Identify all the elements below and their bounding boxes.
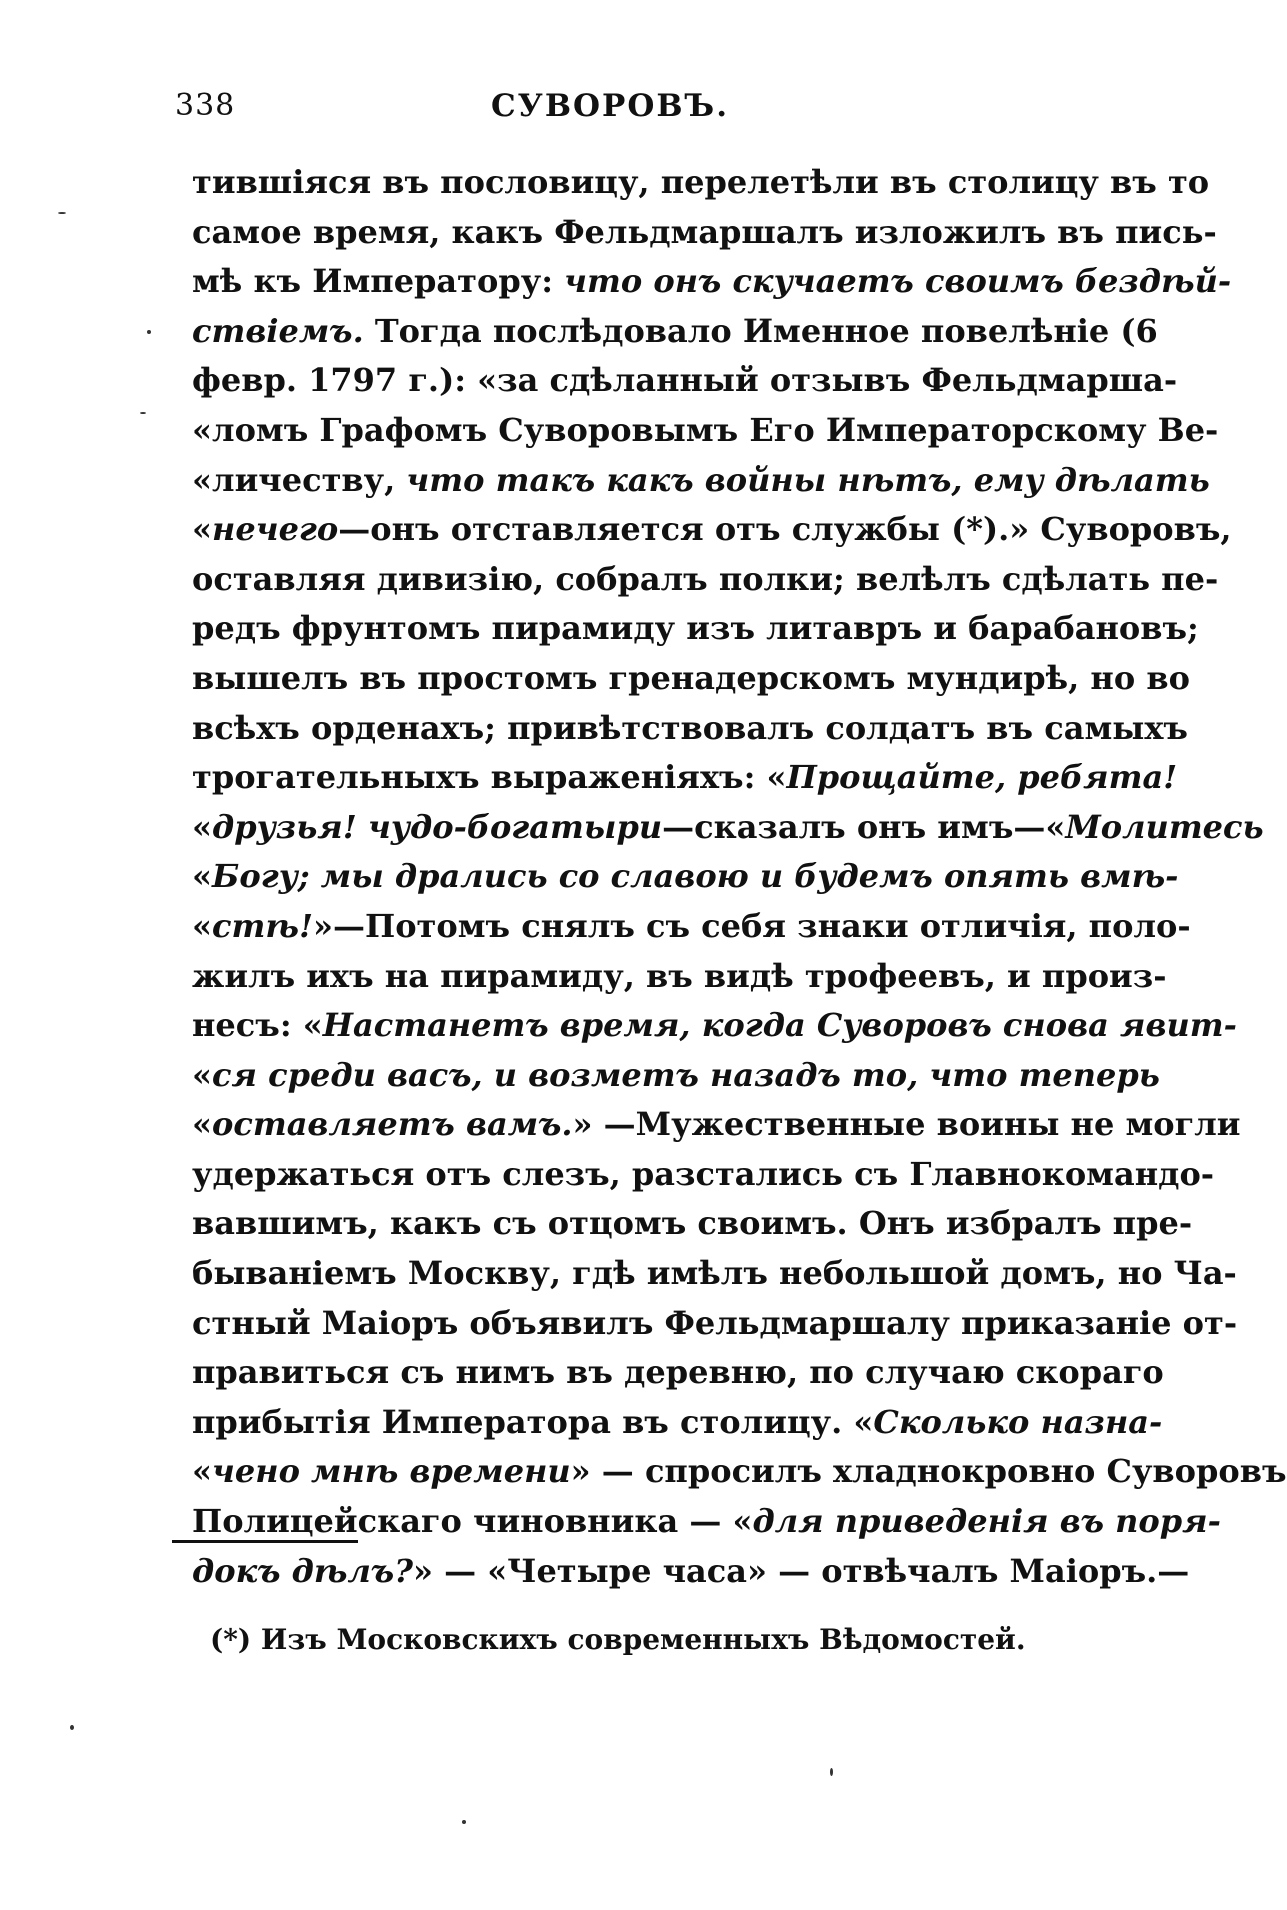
text-segment: удержаться отъ слезъ, разстались съ Главнокомандо- [192,1154,1215,1193]
text-line [192,1398,1163,1448]
italic-text: стѣ! [212,906,313,945]
text-line [192,1051,1160,1101]
footnote-rule [172,1540,358,1543]
text-line [192,406,1219,456]
italic-text: Настанетъ время, когда Суворовъ снова явит- [322,1006,1237,1045]
text-line [192,902,1191,952]
text-line [192,208,1217,258]
text-segment: « [192,1105,212,1144]
italic-text: Молитесь [1065,807,1264,846]
italic-text: ствіемъ. [192,311,364,350]
text-segment: « [192,807,212,846]
text-line [192,257,1232,307]
text-segment: » — «Четыре часа» — отвѣчалъ Маіоръ.— [412,1551,1190,1590]
scan-speck [58,212,66,214]
italic-text: чено мнѣ времени [212,1452,571,1491]
scan-speck [70,1725,74,1730]
italic-text: докъ дѣлъ? [192,1551,413,1590]
scan-speck [147,330,151,334]
text-line [192,1299,1238,1349]
page-number: 338 [175,88,236,123]
text-segment: всѣхъ орденахъ; привѣтствовалъ солдатъ въ самыхъ [192,708,1188,747]
text-line [192,1348,1164,1398]
text-segment: вышелъ въ простомъ гренадерскомъ мундирѣ, но во [192,658,1190,697]
text-segment: « [192,1055,212,1094]
text-segment: несъ: « [192,1006,323,1045]
text-segment: правиться съ нимъ въ деревню, по случаю скораго [192,1353,1164,1392]
text-line [192,803,1264,853]
text-line [192,505,1232,555]
text-segment: Полицейскаго чиновника — « [192,1502,753,1541]
text-line [192,704,1188,754]
italic-text: Прощайте, ребята! [786,758,1178,797]
text-segment: « [192,906,212,945]
text-segment: Тогда послѣдовало Именное повелѣніе (6 [363,311,1158,350]
text-line [192,555,1219,605]
body-text [192,158,1287,1596]
text-segment: » —Мужественные воины не могли [572,1105,1241,1144]
text-segment: —сказалъ онъ имъ—« [662,807,1066,846]
text-segment: трогательныхъ выраженіяхъ: « [192,758,787,797]
italic-text: нечего [212,510,339,549]
text-line [192,307,1158,357]
text-segment: » — спросилъ хладнокровно Суворовъ [570,1452,1287,1491]
scan-speck [830,1768,833,1776]
text-segment: редъ фрунтомъ пирамиду изъ литавръ и барабановъ; [192,609,1199,648]
text-segment: «личеству, [192,460,407,499]
text-line [192,1447,1287,1497]
text-segment: тившіяся въ пословицу, перелетѣли въ столицу въ то [192,163,1210,201]
text-line [192,1249,1237,1299]
text-segment: жилъ ихъ на пирамиду, въ видѣ трофеевъ, и произ- [192,956,1167,995]
text-segment: »—Потомъ снялъ съ себя знаки отличія, поло- [312,906,1191,945]
text-line [192,852,1179,902]
italic-text: что такъ какъ войны нѣтъ, ему дѣлать [406,460,1210,499]
text-segment: стный Маіоръ объявилъ Фельдмаршалу приказаніе от- [192,1303,1238,1342]
text-segment: самое время, какъ Фельдмаршалъ изложилъ въ пись- [192,212,1217,251]
text-line [192,1001,1237,1051]
text-segment: февр. 1797 г.): «за сдѣланный отзывъ Фельдмарша- [192,361,1178,400]
text-segment: «ломъ Графомъ Суворовымъ Его Императорскому Ве- [192,410,1219,449]
footnote: (*) Изъ Московскихъ современныхъ Вѣдомостей. [210,1623,1026,1656]
running-head: СУВОРОВЪ. [491,88,729,124]
text-segment: « [192,857,212,896]
text-line [192,654,1190,704]
text-line [192,456,1210,506]
text-segment: мѣ къ Императору: [192,262,565,301]
italic-text: что онъ скучаетъ своимъ бездѣй- [564,262,1232,301]
italic-text: ся среди васъ, и возметъ назадъ то, что теперь [212,1055,1160,1094]
italic-text: Сколько назна- [873,1402,1163,1441]
italic-text: Богу; мы дрались со славою и будемъ опять вмѣ- [212,857,1179,896]
italic-text: друзья! чудо-богатыри [212,807,663,846]
text-segment: « [192,510,212,549]
scan-speck [140,412,146,414]
text-segment: « [192,1452,212,1491]
text-line [192,1547,1190,1597]
text-segment: —онъ отставляется отъ службы (*).» Суворовъ, [338,510,1232,549]
text-line [192,1100,1241,1150]
text-line [192,356,1178,406]
text-line [192,1150,1215,1200]
scan-speck [462,1820,466,1824]
text-line [192,604,1199,654]
text-line [192,1199,1193,1249]
text-segment: прибытія Императора въ столицу. « [192,1402,874,1441]
italic-text: оставляетъ вамъ. [212,1105,573,1144]
text-line [192,952,1167,1002]
italic-text: для приведенія въ поря- [752,1502,1221,1541]
text-segment: быванiемъ Москву, гдѣ имѣлъ небольшой домъ, но Ча- [192,1254,1237,1293]
text-segment: оставляя дивизію, собралъ полки; велѣлъ сдѣлать пе- [192,559,1219,598]
text-line [192,158,1210,208]
text-line [192,753,1178,803]
text-segment: вавшимъ, какъ съ отцомъ своимъ. Онъ избралъ пре- [192,1204,1193,1243]
